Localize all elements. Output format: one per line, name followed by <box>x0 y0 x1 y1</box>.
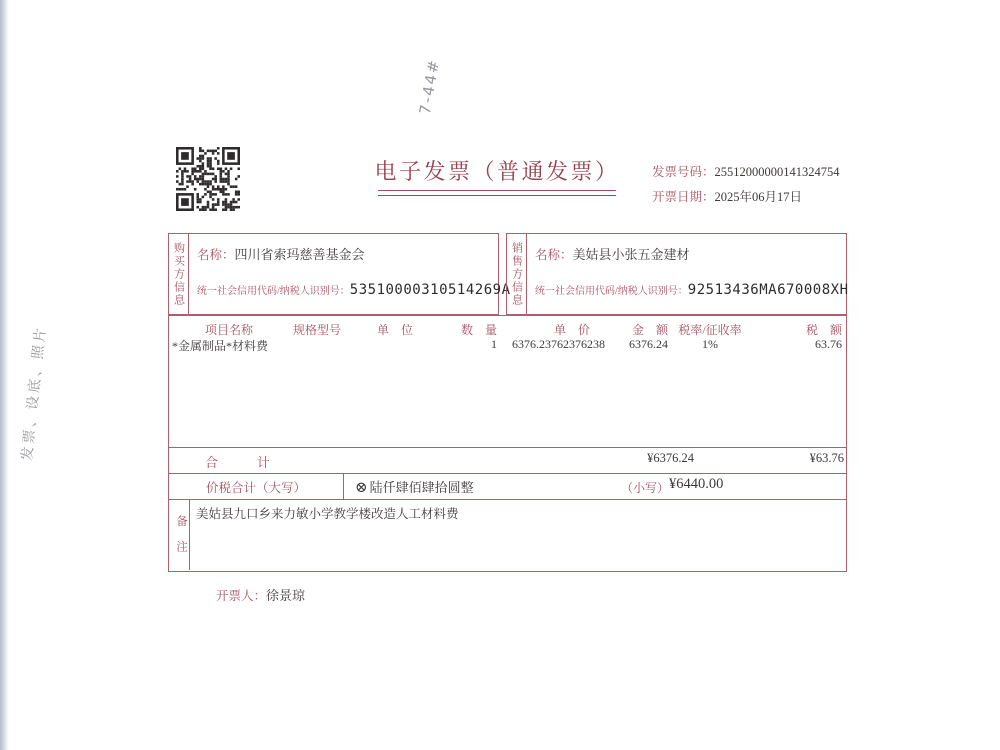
invoice-title: 电子发票（普通发票） <box>374 159 620 184</box>
col-header-unit-price: 单 价 <box>553 323 590 337</box>
col-header-unit: 单 位 <box>377 323 414 337</box>
item-tax: 63.76 <box>815 337 842 351</box>
issuer-label: 开票人： <box>216 589 267 603</box>
col-header-tax-rate: 税率/征收率 <box>678 323 742 337</box>
remarks-content: 美姑县九口乡来力敏小学教学楼改造人工材料费 <box>196 507 459 521</box>
item-quantity: 1 <box>491 337 497 351</box>
col-header-spec: 规格型号 <box>293 323 342 337</box>
seller-taxid-label: 统一社会信用代码/纳税人识别号： <box>535 286 688 297</box>
scan-edge-shadow <box>0 0 9 750</box>
buyer-name-line <box>197 244 365 263</box>
col-header-amount: 金 额 <box>631 323 668 337</box>
issuer-line <box>216 585 305 604</box>
divider-above-remarks-row <box>169 499 846 500</box>
handwritten-annotation-left: 发票、设底、照片 <box>19 324 50 462</box>
buyer-name-value: 四川省索玛慈善基金会 <box>234 247 365 262</box>
taxtotal-cell-divider <box>343 473 344 499</box>
seller-section-label: 销售方信息 <box>507 234 527 314</box>
buyer-info-box <box>168 233 511 315</box>
invoice-number-line <box>652 162 840 180</box>
seller-content <box>527 234 849 314</box>
buyer-section-label: 购买方信息 <box>169 234 189 314</box>
buyer-taxid-line <box>197 282 511 298</box>
col-header-item-name: 项目名称 <box>205 323 254 337</box>
taxtotal-words-line <box>355 477 474 497</box>
qr-code <box>176 147 240 211</box>
taxtotal-words-label: 价税合计（大写） <box>205 481 306 495</box>
seller-info-box <box>506 233 847 315</box>
buyer-content <box>189 234 511 314</box>
handwritten-annotation-top: 7-44# <box>415 56 444 116</box>
item-unit-price: 6376.23762376238 <box>512 337 605 351</box>
taxtotal-amount-words: 陆仟肆佰肆拾圆整 <box>369 480 474 495</box>
buyer-taxid-label: 统一社会信用代码/纳税人识别号： <box>197 286 350 297</box>
item-name: *金属制品*材料费 <box>172 339 269 353</box>
invoice-number-label: 发票号码： <box>652 165 715 179</box>
item-tax-rate: 1% <box>702 337 718 351</box>
buyer-name-label: 名称： <box>197 248 235 262</box>
seller-name-label: 名称： <box>535 248 573 262</box>
title-double-underline <box>378 190 616 196</box>
invoice-date-value: 2025年06月17日 <box>714 190 803 204</box>
seller-name-line <box>535 244 690 263</box>
buyer-taxid-value: 53510000310514269A <box>349 282 511 298</box>
divider-above-total-row <box>169 447 846 448</box>
total-tax: ¥63.76 <box>809 451 844 465</box>
col-header-quantity: 数 量 <box>461 323 498 337</box>
divider-above-taxtotal-row <box>169 473 846 474</box>
invoice-number-value: 25512000000141324754 <box>714 165 840 179</box>
circle-x-anticounterfeit-icon: ⊗ <box>355 480 368 496</box>
total-row-label: 合 计 <box>205 455 271 470</box>
invoice-date-line <box>652 187 802 205</box>
issuer-name: 徐景琼 <box>266 588 306 603</box>
seller-name-value: 美姑县小张五金建材 <box>572 247 690 262</box>
item-amount: 6376.24 <box>629 337 668 351</box>
invoice-items-table <box>168 315 847 572</box>
remarks-label-divider <box>189 499 190 570</box>
col-header-tax: 税 额 <box>805 323 842 337</box>
invoice-date-label: 开票日期： <box>652 190 715 204</box>
taxtotal-amount-figures: ¥6440.00 <box>669 476 724 492</box>
taxtotal-figures-label: （小写） <box>621 481 670 495</box>
remarks-label: 备注 <box>175 514 187 566</box>
seller-taxid-value: 92513436MA670008XH <box>687 282 849 298</box>
seller-taxid-line <box>535 282 849 298</box>
total-amount: ¥6376.24 <box>647 451 694 465</box>
